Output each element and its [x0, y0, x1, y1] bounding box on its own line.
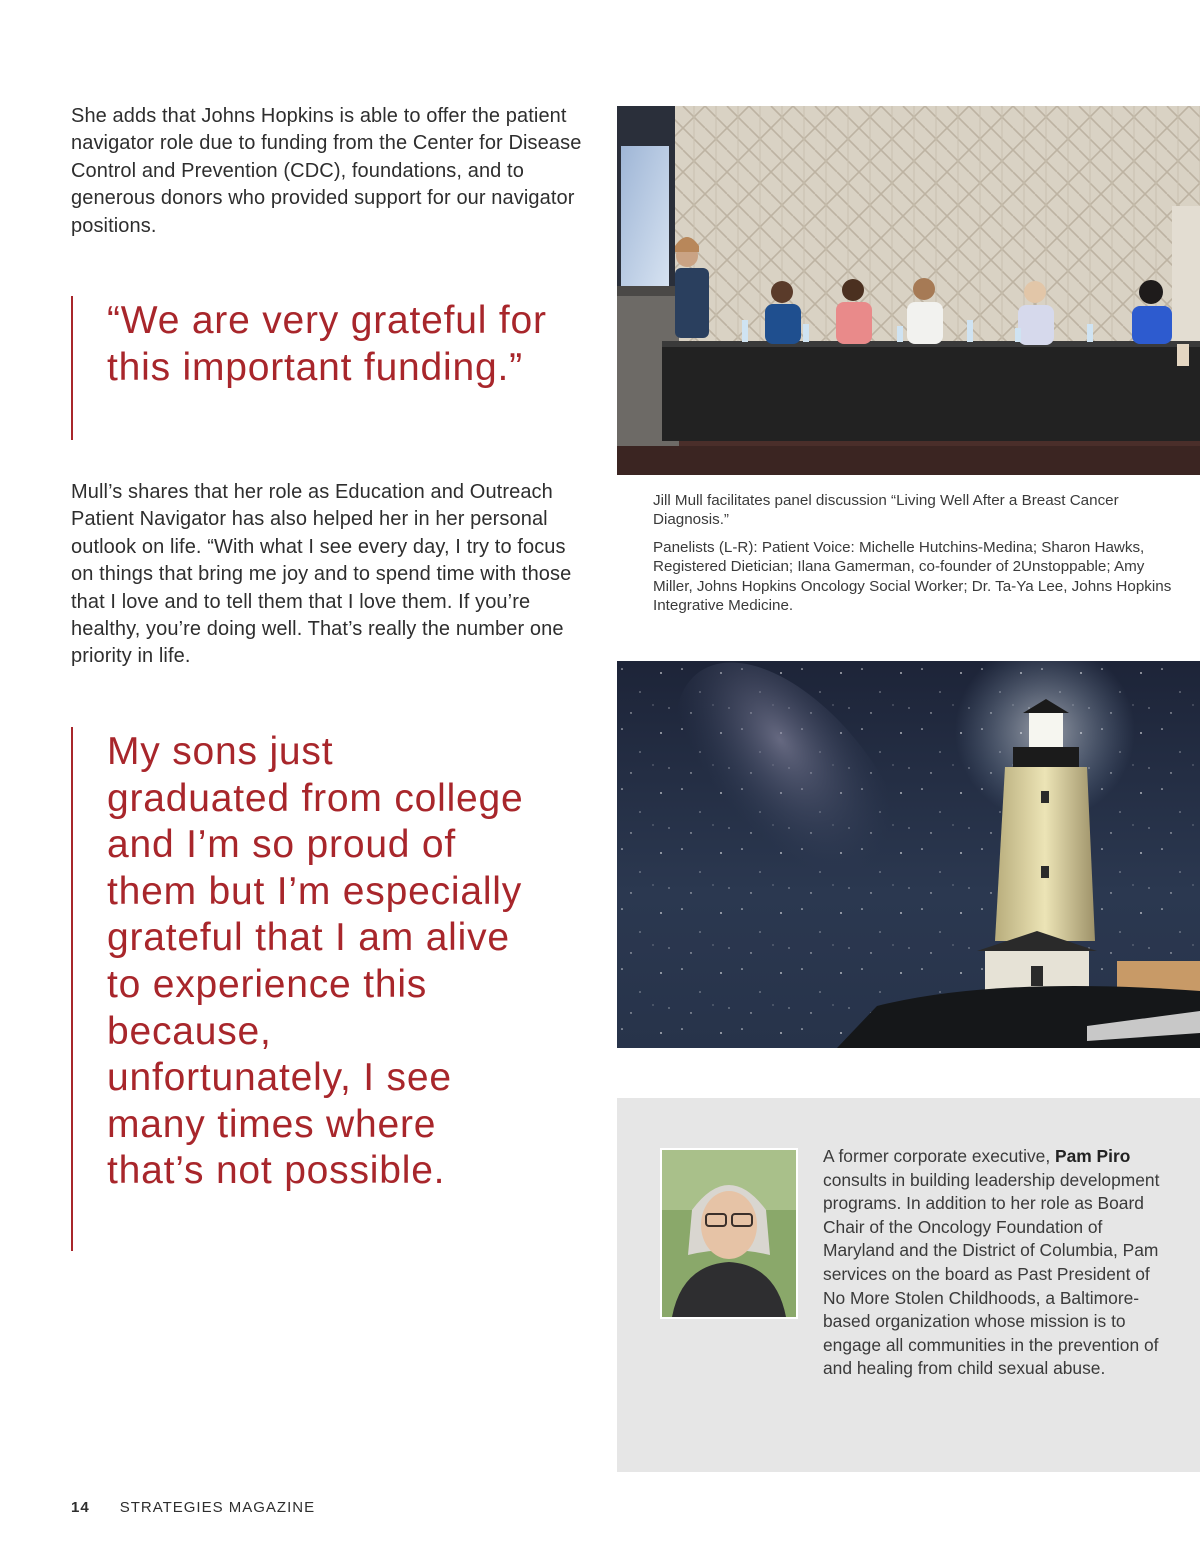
pam-piro-portrait	[660, 1148, 798, 1319]
bio-name: Pam Piro	[1054, 1146, 1131, 1166]
panel-discussion-photo	[617, 106, 1200, 475]
pull-quote-text: “We are very grateful for this important funding.”	[107, 299, 547, 389]
body-paragraph-outlook: Mull’s shares that her role as Education and Outreach Patient Navigator has also helped her in her personal outlook on life. “With what I see every day, I try to focus on things that bring me joy and to spend time with those that I love and to tell them that I love them. If you’re healthy, you’re doing well. That’s really the number one priority in life.	[71, 481, 572, 668]
pull-quote-sons	[71, 727, 527, 1251]
bio-text	[823, 1145, 1168, 1381]
pull-quote-grateful	[71, 296, 577, 440]
body-paragraph-funding: She adds that Johns Hopkins is able to offer the patient navigator role due to funding from the Center for Disease Control and Prevention (CDC), foundations, and to generous donors who provided support for our navigator positions.	[71, 105, 582, 237]
photo-caption-panelists: Panelists (L-R): Patient Voice: Michelle Hutchins-Medina; Sharon Hawks, Registered Dietician; Ilana Gamerman, co-founder of 2Unstoppable; Amy Miller, Johns Hopkins Oncology Social Worker; Dr. Ta-Ya Lee, Johns Hopkins Integrative Medicine.	[653, 539, 1172, 614]
photo-caption: Jill Mull facilitates panel discussion “Living Well After a Breast Cancer Diagnosis.”	[653, 492, 1119, 529]
pull-quote-text: My sons just graduated from college and I’m so proud of them but I’m especially grateful that I am alive to experience this because, unfortunately, I see many times where that’s not possible.	[107, 730, 524, 1193]
bio-intro: A former corporate executive,	[823, 1146, 1055, 1166]
page-footer	[71, 1499, 315, 1516]
bio-body: consults in building leadership development programs. In addition to her role as Board Chair of the Oncology Foundation of Maryland and the District of Columbia, Pam services on the board as Past President of No More Stolen Childhoods, a Baltimore-based organization whose mission is to engage all communities in the prevention of and healing from child sexual abuse.	[823, 1169, 1160, 1379]
publication-name: STRATEGIES MAGAZINE	[119, 1499, 316, 1516]
page-number: 14	[71, 1499, 90, 1516]
lighthouse-night-photo	[617, 661, 1200, 1048]
